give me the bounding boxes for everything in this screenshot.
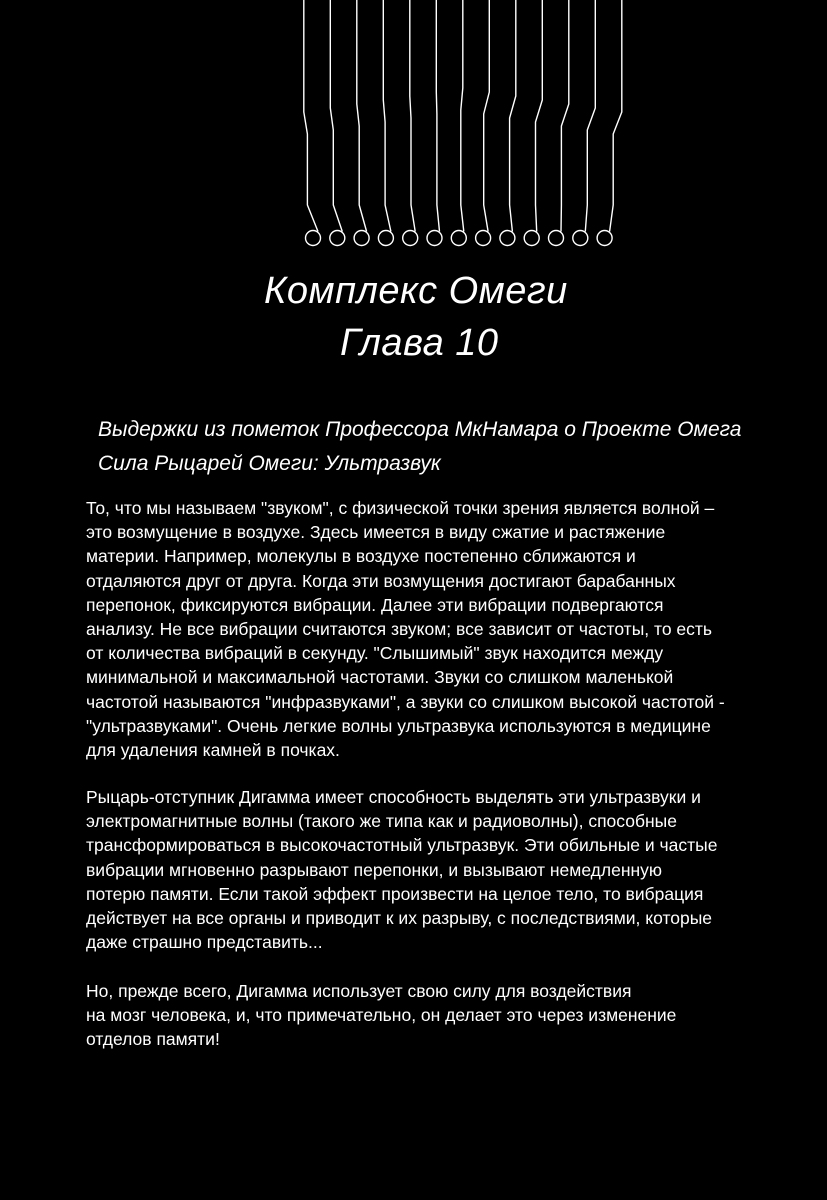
circuit-trace: [357, 0, 367, 232]
text-line: материи. Например, молекулы в воздухе постепенно сближаются и: [86, 546, 636, 567]
circuit-node: [597, 231, 612, 246]
circuit-node: [403, 231, 418, 246]
circuit-node: [354, 231, 369, 246]
circuit-node: [524, 231, 539, 246]
circuit-trace: [410, 0, 415, 232]
circuit-node: [451, 231, 466, 246]
text-line: минимальной и максимальной частотами. Звуки со слишком маленькой: [86, 667, 674, 688]
circuit-trace: [304, 0, 318, 232]
circuit-node: [500, 231, 515, 246]
circuit-trace: [484, 0, 490, 232]
circuit-trace: [536, 0, 543, 232]
text-line: даже страшно представить...: [86, 932, 323, 953]
text-line: частотой называются "инфразвуками", а звуки со слишком высокой частотой -: [86, 691, 725, 712]
circuit-trace: [561, 0, 569, 232]
circuit-lines-decoration: [0, 0, 827, 260]
text-line: потерю памяти. Если такой эффект произвести на целое тело, то вибрация: [86, 883, 704, 904]
paragraph-sound-physics: [86, 496, 746, 762]
text-line: То, что мы называем "звуком", с физической точки зрения является волной –: [86, 498, 715, 518]
text-line: трансформироваться в высокочастотный ультразвук. Эти обильные и частые: [86, 835, 718, 856]
text-line: Но, прежде всего, Дигамма использует свою силу для воздействия: [86, 981, 632, 1001]
subtitle-excerpt: Выдержки из пометок Профессора МкНамара о Проекте Омега: [98, 418, 742, 441]
circuit-trace: [585, 0, 595, 232]
circuit-node: [573, 231, 588, 246]
text-line: отделов памяти!: [86, 1029, 220, 1050]
text-line: для удаления камней в почках.: [86, 740, 340, 761]
circuit-node: [427, 231, 442, 246]
page-title: Комплекс Омеги: [264, 270, 568, 312]
circuit-trace: [330, 0, 342, 232]
text-line: отдаляются друг от друга. Когда эти возмущения достигают барабанных: [86, 570, 676, 591]
circuit-trace: [436, 0, 439, 232]
text-line: электромагнитные волны (такого же типа как и радиоволны), способные: [86, 811, 677, 832]
chapter-title: Глава 10: [340, 322, 499, 364]
text-line: действует на все органы и приводит к их разрыву, с последствиями, которые: [86, 908, 713, 929]
text-line: это возмущение в воздухе. Здесь имеется в виду сжатие и растяжение: [86, 522, 666, 543]
text-line: перепонок, фиксируются вибрации. Далее эти вибрации подвергаются: [86, 594, 664, 615]
circuit-node: [306, 231, 321, 246]
circuit-node: [549, 231, 564, 246]
text-line: "ультразвуками". Очень легкие волны ультразвука используются в медицине: [86, 715, 711, 736]
paragraph-digamma-ability: [86, 785, 746, 954]
circuit-node: [476, 231, 491, 246]
text-line: Рыцарь-отступник Дигамма имеет способность выделять эти ультразвуки и: [86, 787, 701, 807]
circuit-trace: [461, 0, 464, 232]
text-line: анализу. Не все вибрации считаются звуком; все зависит от частоты, то есть: [86, 619, 713, 640]
text-line: на мозг человека, и, что примечательно, он делает это через изменение: [86, 1005, 677, 1026]
subtitle-topic: Сила Рыцарей Омеги: Ультразвук: [98, 452, 441, 475]
circuit-trace: [510, 0, 516, 232]
circuit-trace: [383, 0, 391, 232]
text-line: вибрации мгновенно разрывают перепонки, и вызывают немедленную: [86, 859, 663, 880]
circuit-trace: [610, 0, 622, 232]
circuit-node: [330, 231, 345, 246]
paragraph-digamma-brain: [86, 979, 746, 1052]
text-line: от количества вибраций в секунду. "Слышимый" звук находится между: [86, 643, 664, 664]
circuit-node: [378, 231, 393, 246]
